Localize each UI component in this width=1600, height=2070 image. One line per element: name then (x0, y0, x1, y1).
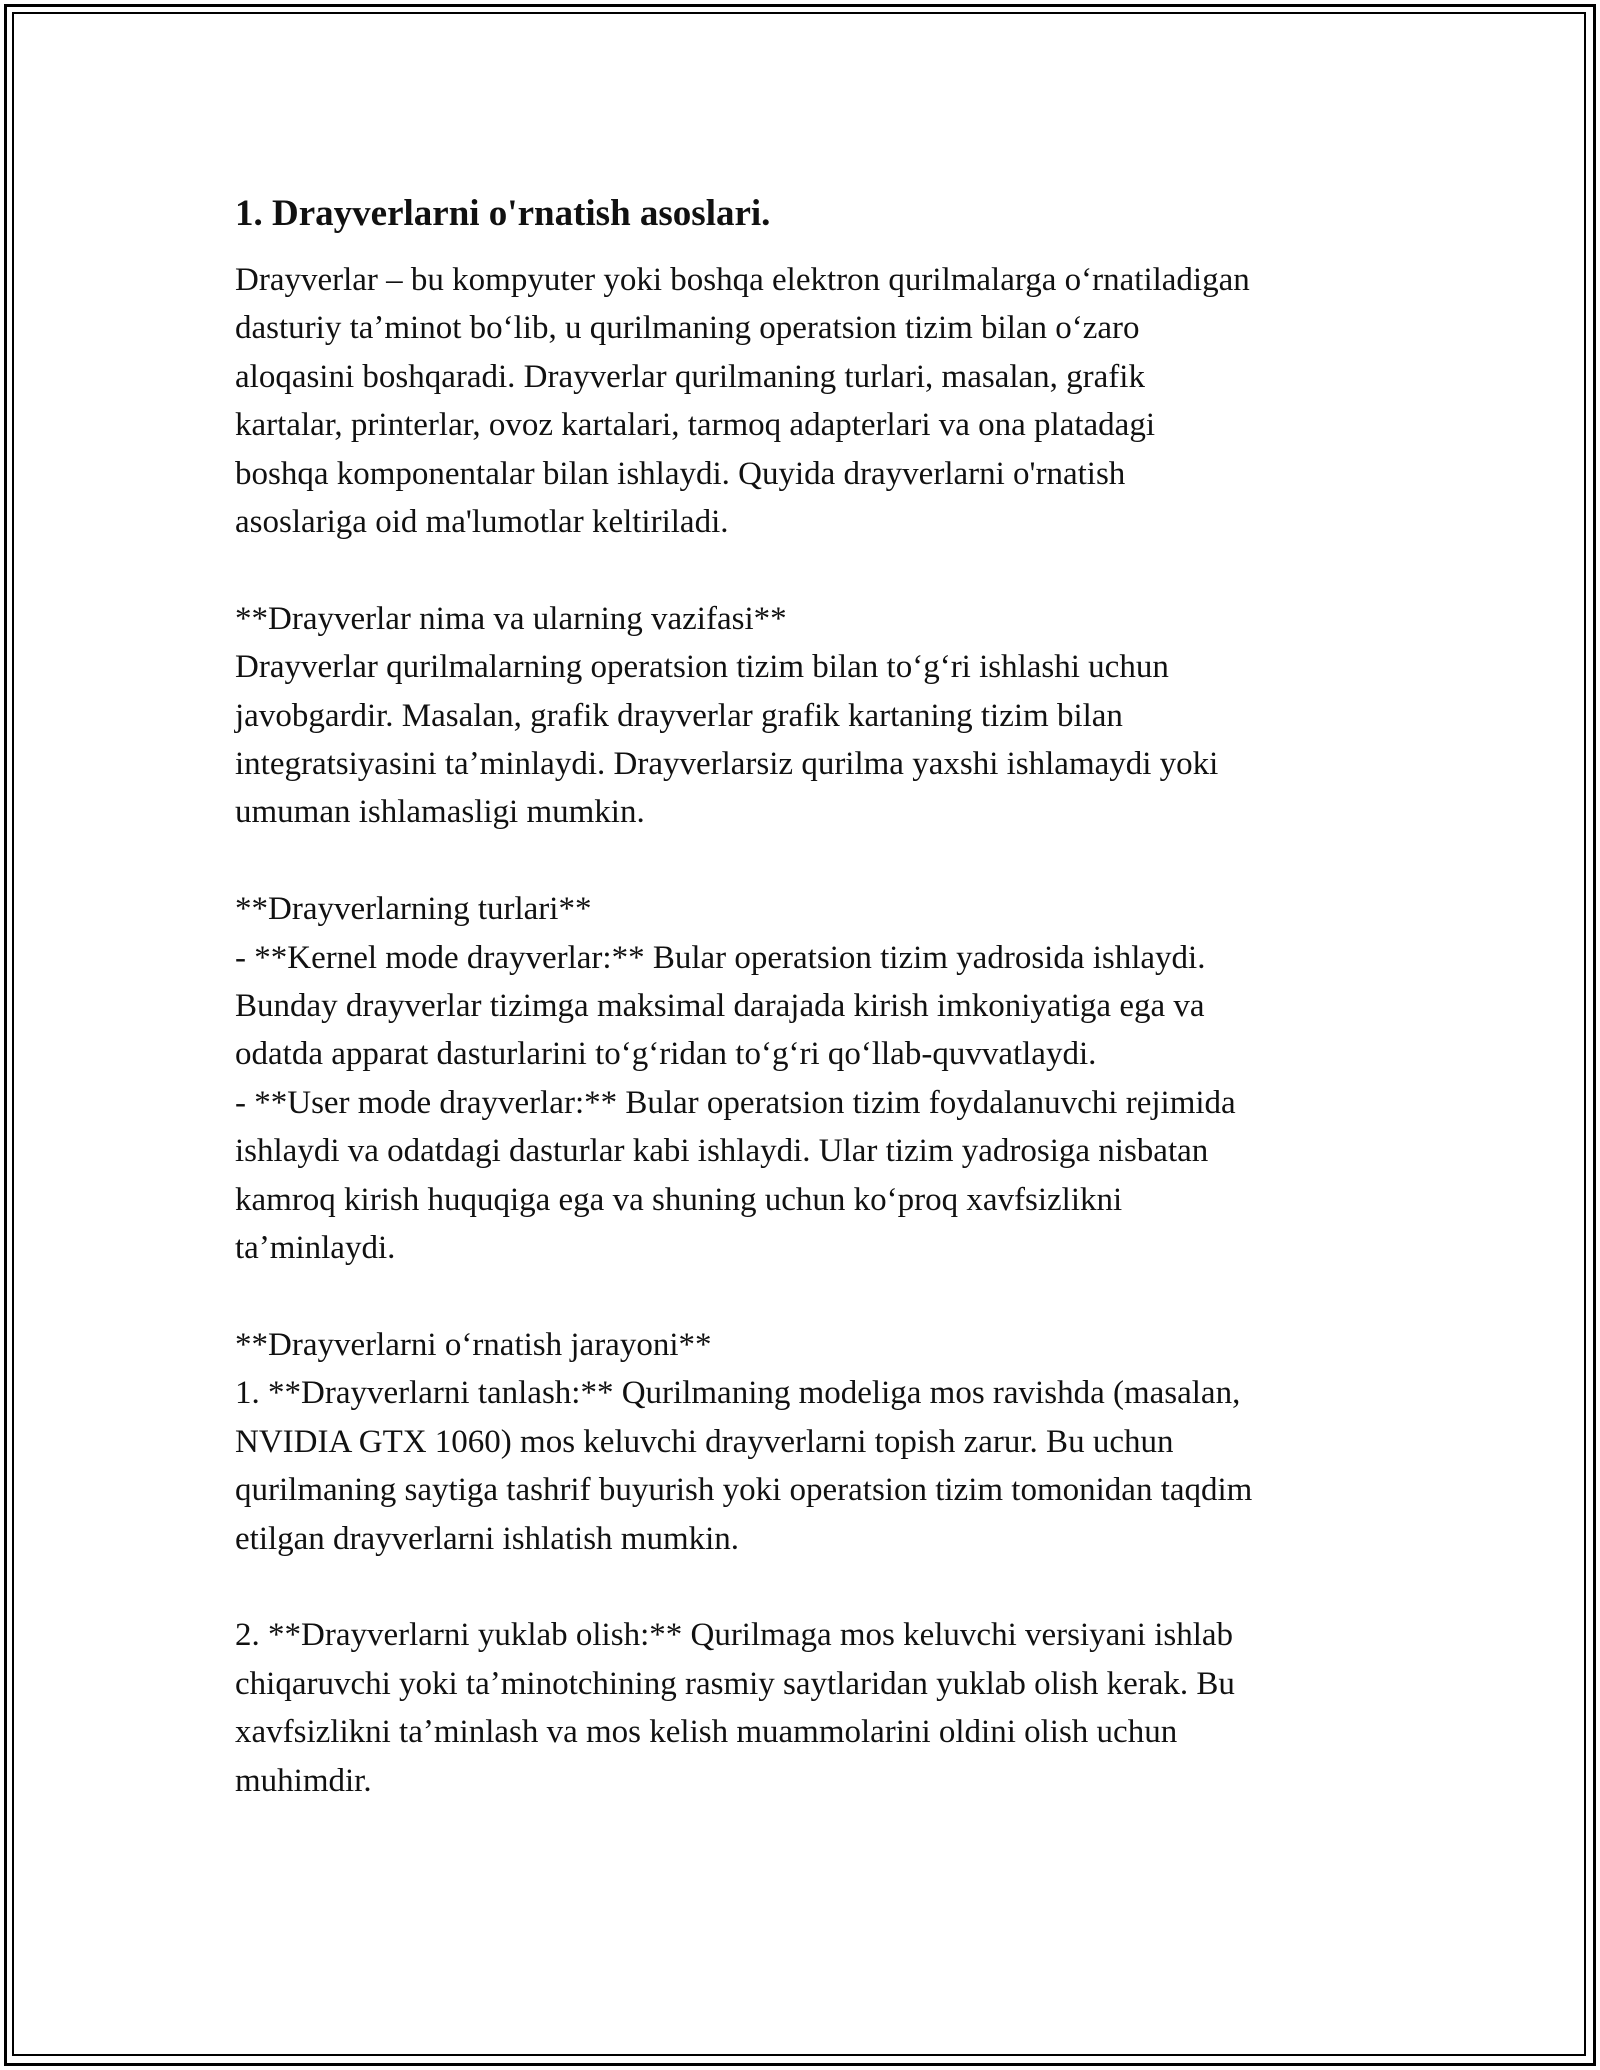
paragraph-types: **Drayverlarning turlari** - **Kernel mode drayverlar:** Bular operatsion tizim yadrosida ishlaydi. Bunday drayverlar tizimga maksimal darajada kirish imkoniyatiga ega va odatda apparat dasturlarini toʻgʻridan toʻgʻri qoʻllab-quvvatlaydi. - **User mode drayverlar:** Bular operatsion tizim foydalanuvchi rejimida ishlaydi va odatdagi dasturlar kabi ishlaydi. Ular tizim yadrosiga nisbatan kamroq kirish huquqiga ega va shuning uchun koʻproq xavfsizlikni taʼminlaydi. (235, 891, 1236, 1267)
page-title: 1. Drayverlarni o'rnatish asoslari. (235, 193, 771, 234)
paragraph-install-step-2: 2. **Drayverlarni yuklab olish:** Qurilmaga mos keluvchi versiyani ishlab chiqaruvchi yoki taʼminotchining rasmiy saytlaridan yuklab olish kerak. Bu xavfsizlikni taʼminlash va mos kelish muammolarini oldini olish uchun muhimdir. (235, 1617, 1235, 1799)
document-body (235, 186, 1375, 1853)
paragraph-purpose: **Drayverlar nima va ularning vazifasi** Drayverlar qurilmalarning operatsion tizim bilan toʻgʻri ishlashi uchun javobgardir. Masalan, grafik drayverlar grafik kartaning tizim bilan integratsiyasini taʼminlaydi. Drayverlarsiz qurilma yaxshi ishlamaydi yoki umuman ishlamasligi mumkin. (235, 600, 1219, 831)
paragraph-install-step-1: **Drayverlarni oʻrnatish jarayoni** 1. **Drayverlarni tanlash:** Qurilmaning modeliga mos ravishda (masalan, NVIDIA GTX 1060) mos keluvchi drayverlarni topish zarur. Bu uchun qurilmaning saytiga tashrif buyurish yoki operatsion tizim tomonidan taqdim etilgan drayverlarni ishlatish mumkin. (235, 1326, 1253, 1557)
paragraph-intro: Drayverlar – bu kompyuter yoki boshqa elektron qurilmalarga oʻrnatiladigan dasturiy taʼminot boʻlib, u qurilmaning operatsion tizim bilan oʻzaro aloqasini boshqaradi. Drayverlar qurilmaning turlari, masalan, grafik kartalar, printerlar, ovoz kartalari, tarmoq adapterlari va ona platadagi boshqa komponentalar bilan ishlaydi. Quyida drayverlarni o'rnatish asoslariga oid ma'lumotlar keltiriladi. (235, 262, 1250, 541)
